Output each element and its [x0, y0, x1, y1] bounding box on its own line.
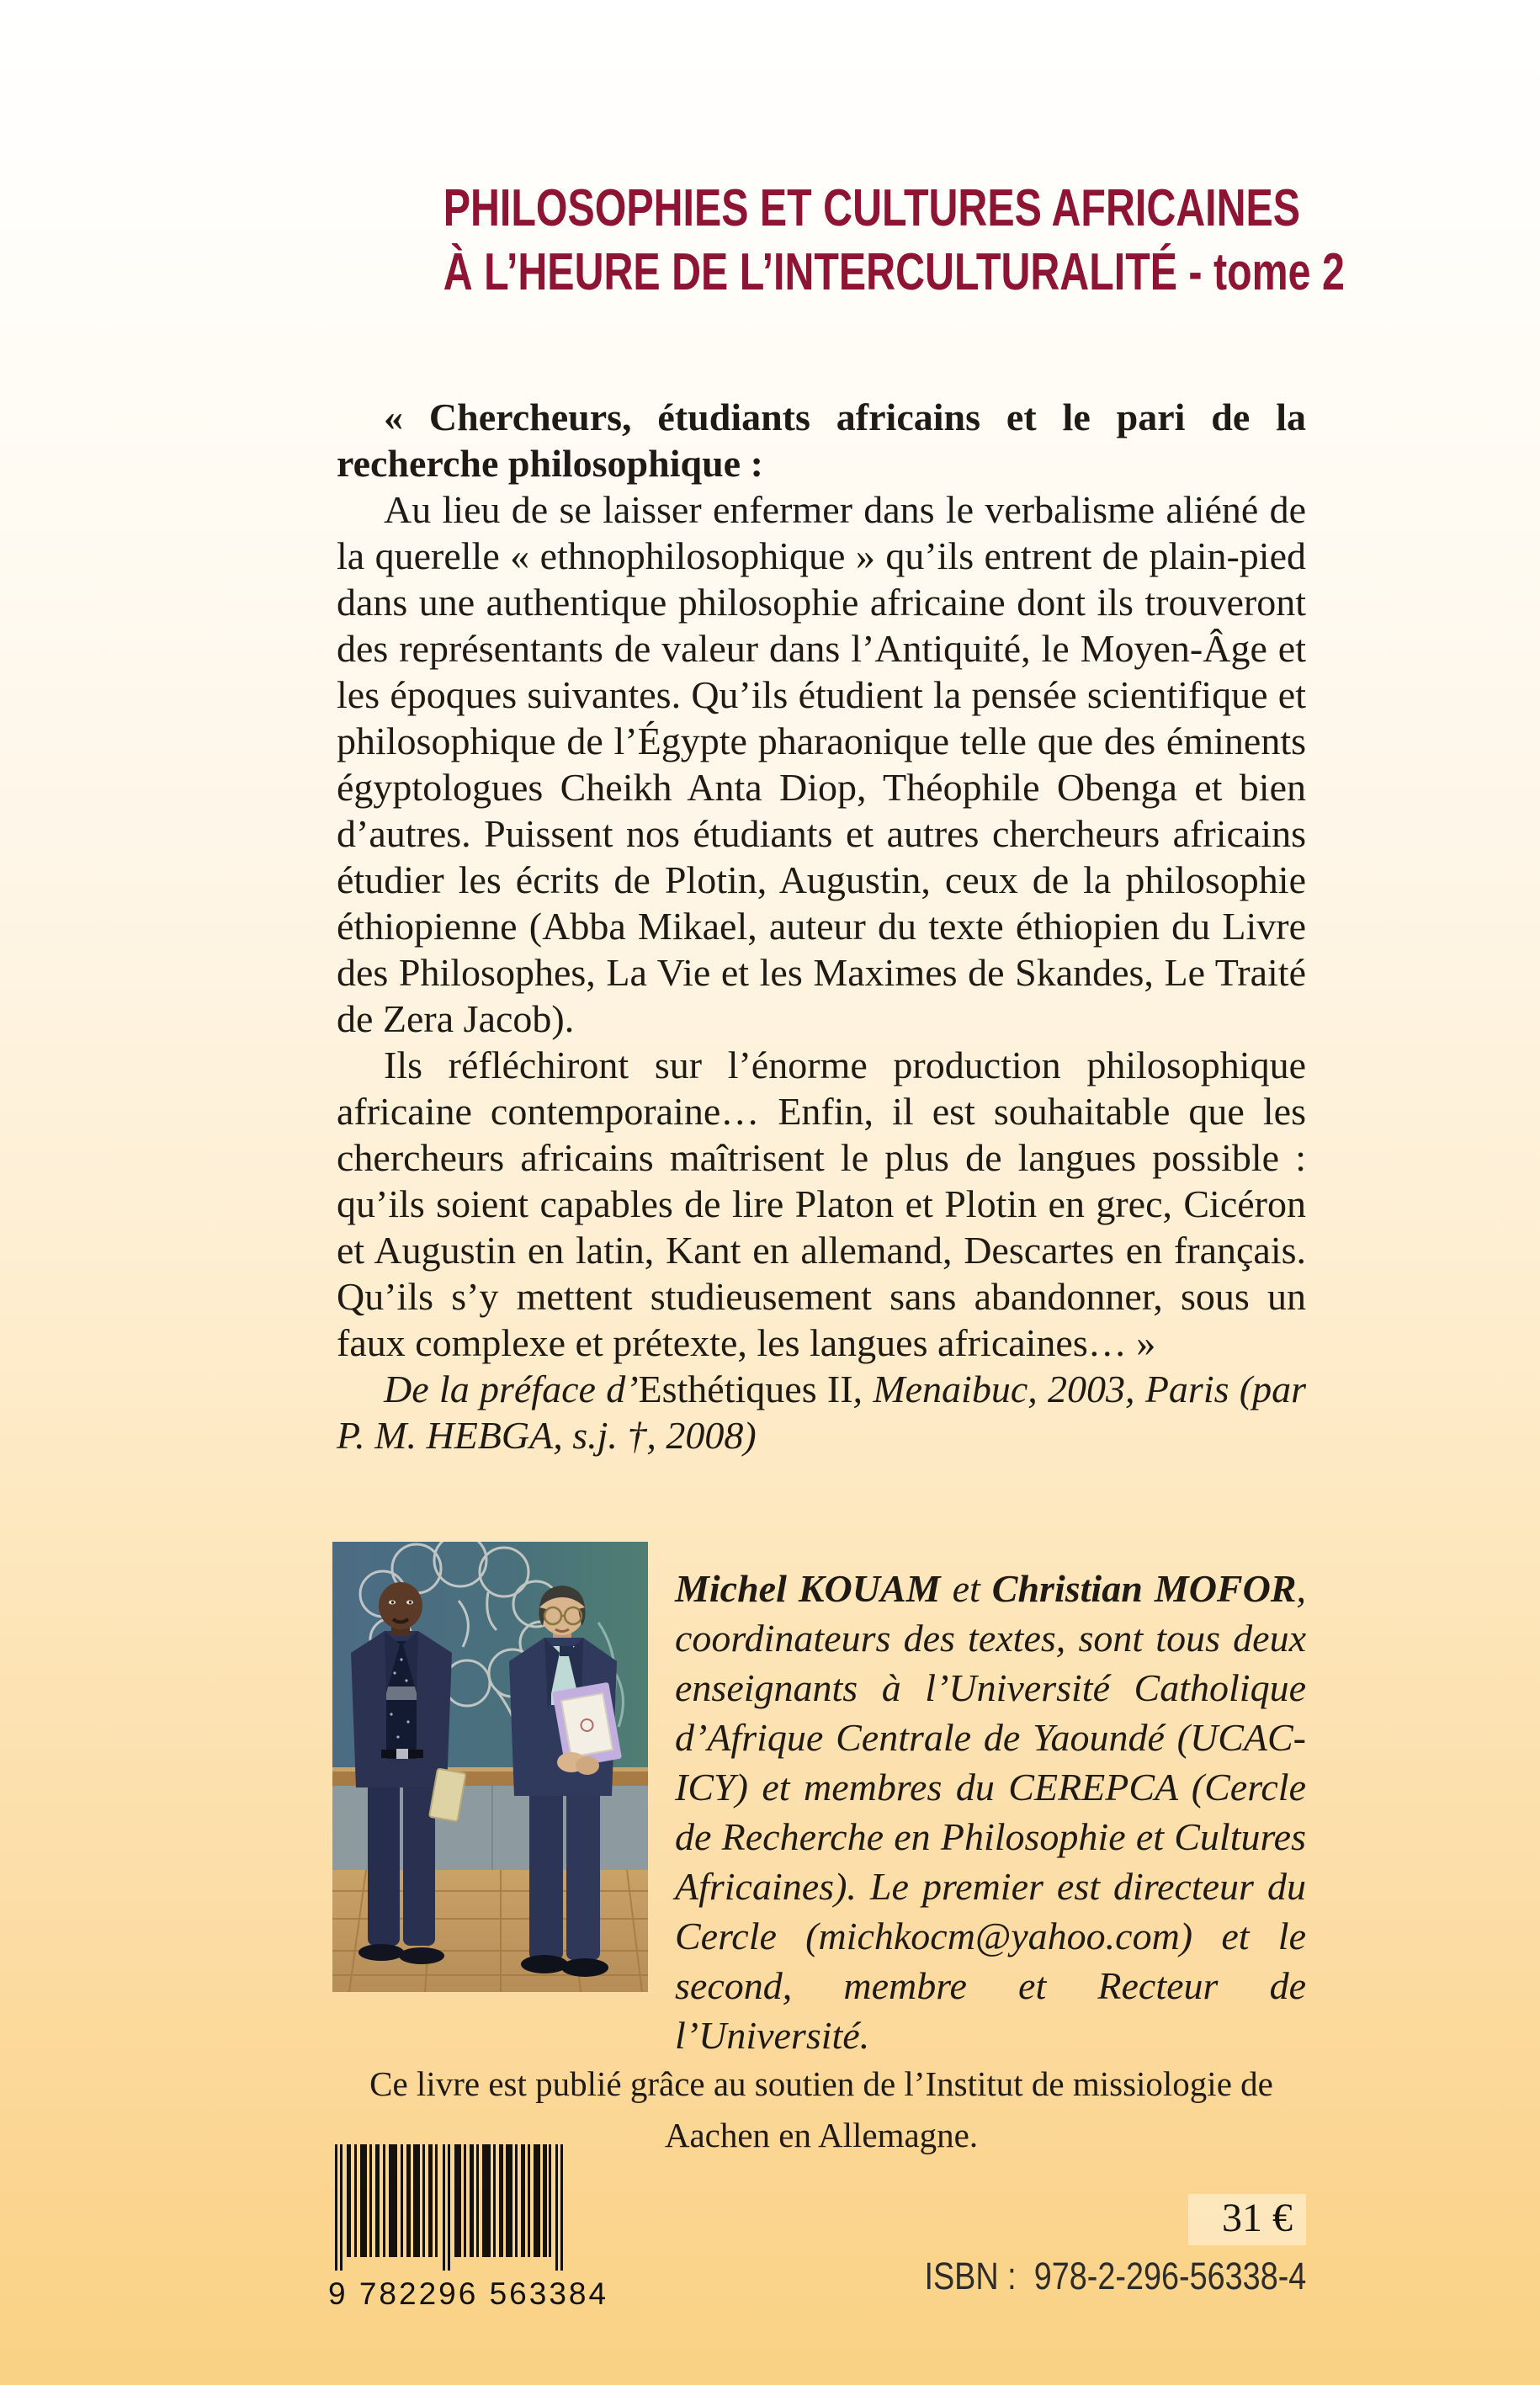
- authors-photo: [332, 1542, 648, 1992]
- quote-heading: « Chercheurs, étudiants africains et le pari de la recherche philosophique :: [337, 396, 1306, 485]
- author-connector: et: [940, 1567, 992, 1610]
- price: [852, 2195, 1306, 2241]
- back-cover-quote: [337, 394, 1306, 1458]
- barcode: [328, 2144, 574, 2271]
- barcode-digits: 9 782296 563384: [328, 2276, 609, 2311]
- quote-source-prefix: De la préface d’: [384, 1368, 639, 1410]
- quote-source-work-title: Esthétiques II: [638, 1368, 853, 1410]
- book-title-line-1: PHILOSOPHIES ET CULTURES AFRICAINES: [443, 179, 1301, 237]
- price-value: 31 €: [1188, 2194, 1306, 2245]
- quote-paragraph-1: Au lieu de se laisser enfermer dans le verbalisme aliéné de la querelle « ethnophilosophique » qu’ils entrent de plain-pied dans une authentique philosophie africaine dont ils trouveront des représentants de valeur dans l’Antiquité, le Moyen-Âge et les époques suivantes. Qu’ils étudient la pensée scientifique et philosophique de l’Égypte pharaonique telle que des éminents égyptologues Cheikh Anta Diop, Théophile Obenga et bien d’autres. Puissent nos étudiants et autres chercheurs africains étudier les écrits de Plotin, Augustin, ceux de la philosophie éthiopienne (Abba Mikael, auteur du texte éthiopien du Livre des Philosophes, La Vie et les Maximes de Skandes, Le Traité de Zera Jacob).: [337, 488, 1306, 1040]
- quote-paragraph-2: Ils réfléchiront sur l’énorme production philosophique africaine contemporaine… Enfin, il est souhaitable que les chercheurs africains maîtrisent le plus de langues possible : qu’ils soient capables de lire Platon et Plotin en grec, Cicéron et Augustin en latin, Kant en allemand, Descartes en français. Qu’ils s’y mettent studieusement sans abandonner, sous un faux complexe et prétexte, les langues africaines… »: [337, 1044, 1306, 1364]
- authors-bio: [675, 1564, 1306, 2060]
- pricing-block: [852, 2195, 1306, 2298]
- isbn: ISBN : 978-2-296-56338-4: [924, 2255, 1306, 2297]
- authors-section: [332, 1525, 1306, 2099]
- author-name-2: Christian MOFOR: [991, 1567, 1297, 1610]
- authors-photo-illustration: [332, 1542, 648, 1992]
- publisher-note: Ce livre est publié grâce au soutien de l’Institut de missiologie de Aachen en Allemagne.: [369, 2064, 1273, 2154]
- book-title: [337, 177, 1345, 305]
- quote-source-suffix: , Menaibuc, 2003, Paris (par P. M. HEBGA, s.j. †, 2008): [337, 1368, 1306, 1457]
- author-name-1: Michel KOUAM: [675, 1567, 941, 1610]
- quote-source: [337, 1366, 1306, 1458]
- authors-bio-text: , coordinateurs des textes, sont tous deux enseignants à l’Université Catholique d’Afrique Centrale de Yaoundé (UCAC-ICY) et membres du CEREPCA (Cercle de Recherche en Philosophie et Cultures Africaines). Le premier est directeur du Cercle (michkocm@yahoo.com) et le second, membre et Recteur de l’Université.: [675, 1567, 1306, 2057]
- barcode-block: [328, 2144, 609, 2312]
- book-title-line-2: À L’HEURE DE L’INTERCULTURALITÉ - tome 2: [443, 243, 1345, 301]
